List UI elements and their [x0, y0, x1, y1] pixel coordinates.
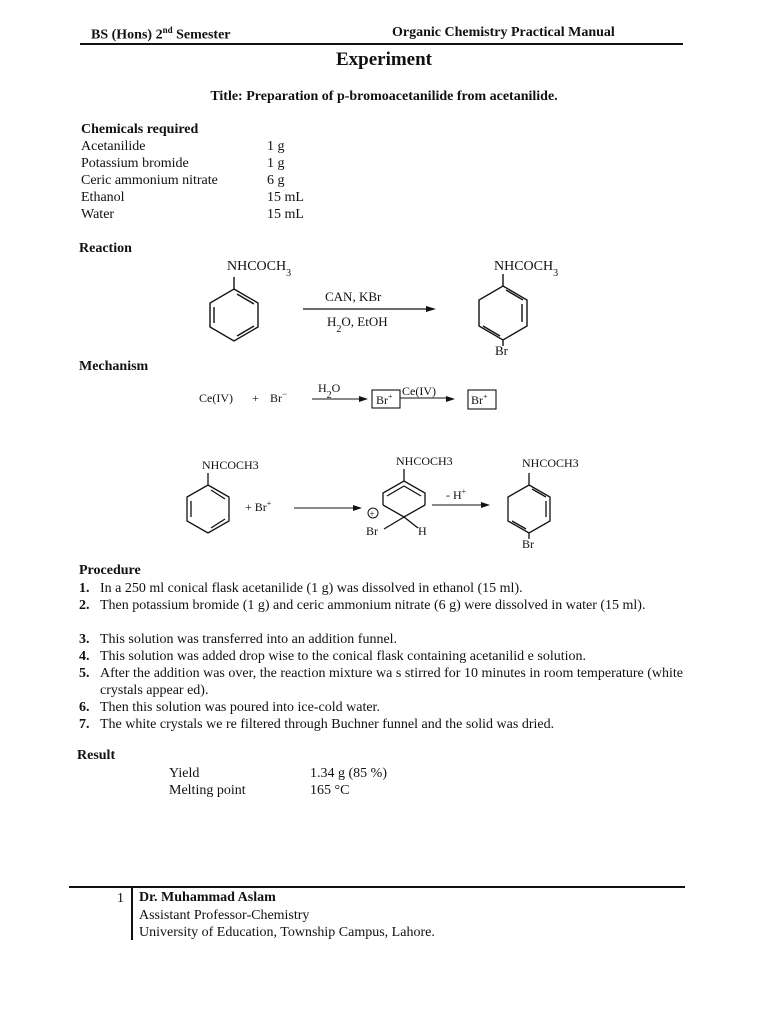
- chemical-qty: 15 mL: [267, 190, 304, 205]
- step-number: 7.: [79, 717, 90, 732]
- benzene-ring-mech-1: [187, 473, 229, 533]
- step-number: 2.: [79, 598, 90, 613]
- ce4-label: Ce(IV): [199, 391, 233, 405]
- benzene-ring-mech-3: [508, 473, 550, 539]
- mechanism-equation-2: [0, 445, 768, 555]
- step-text: After the addition was over, the reaction mixture wa s stirred for 10 minutes in room temperature (white crystals appear ed).: [100, 666, 683, 698]
- water-label: $H_2O$: [318, 381, 341, 401]
- eq2-minus-h: - H+: [446, 487, 467, 502]
- experiment-heading: Experiment: [335, 49, 433, 70]
- sigma-complex-ring: [383, 469, 425, 529]
- chemicals-heading: Chemicals required: [81, 122, 199, 137]
- mechanism-equation-1: [0, 375, 768, 425]
- eq2-plus-br: + Br+: [245, 499, 272, 514]
- reagent-below: $H_2O$, EtOH: [327, 314, 388, 335]
- result-value: 165 °C: [310, 783, 350, 798]
- result-value: 1.34 g (85 %): [310, 766, 387, 781]
- reagent-above: CAN, KBr: [325, 289, 382, 304]
- plus-charge-symbol: +: [369, 509, 375, 519]
- step-number: 6.: [79, 700, 90, 715]
- eq2-group1: NHCOCH3: [202, 458, 259, 472]
- step-text: In a 250 ml conical flask acetanilide (1 g) was dissolved in ethanol (15 ml).: [100, 581, 523, 596]
- product-group-label: $NHCOCH_3$: [494, 259, 559, 279]
- complex-ce-label: Ce(IV): [402, 384, 436, 398]
- step-text: The white crystals we re filtered through Buchner funnel and the solid was dried.: [100, 717, 555, 732]
- step-number: 1.: [79, 581, 90, 596]
- step-text: This solution was added drop wise to the conical flask containing acetanilid e solution.: [100, 649, 587, 664]
- chemical-name: Ceric ammonium nitrate: [81, 173, 218, 188]
- chemical-name: Potassium bromide: [81, 156, 189, 171]
- footer-vertical-rule: [131, 888, 133, 940]
- eq2-group3: NHCOCH3: [522, 456, 579, 470]
- author-affiliation: University of Education, Township Campus, Lahore.: [139, 925, 435, 940]
- eq2-sigma-h: H: [418, 524, 427, 538]
- procedure-heading: Procedure: [79, 563, 141, 578]
- reaction-scheme: [0, 250, 768, 362]
- result-label: Melting point: [169, 783, 246, 798]
- footer-rule: [69, 886, 685, 888]
- eq2-group2: NHCOCH3: [396, 454, 453, 468]
- procedure-step: [79, 597, 683, 614]
- procedure-step: [79, 648, 683, 665]
- header-rule: [80, 43, 683, 45]
- procedure-step: [79, 716, 683, 733]
- complex-br-label: Br+: [376, 392, 393, 407]
- procedure-step: [79, 699, 683, 716]
- author-position: Assistant Professor-Chemistry: [139, 908, 310, 923]
- step-text: Then potassium bromide (1 g) and ceric ammonium nitrate (6 g) were dissolved in water (15 ml).: [100, 598, 646, 613]
- step-text: Then this solution was poured into ice-cold water.: [100, 700, 380, 715]
- chemical-qty: 15 mL: [267, 207, 304, 222]
- reaction-heading: Reaction: [79, 241, 132, 256]
- chemical-name: Water: [81, 207, 115, 222]
- result-heading: Result: [77, 748, 116, 763]
- step-text: This solution was transferred into an addition funnel.: [100, 632, 398, 647]
- header-right: Organic Chemistry Practical Manual: [392, 25, 615, 40]
- procedure-step: [79, 580, 683, 597]
- benzene-ring-product: [479, 274, 527, 346]
- chemical-qty: 1 g: [267, 139, 285, 154]
- step-number: 3.: [79, 632, 90, 647]
- bromonium-label: Br+: [471, 392, 488, 407]
- procedure-step: [79, 665, 683, 699]
- step-number: 4.: [79, 649, 90, 664]
- chemical-qty: 1 g: [267, 156, 285, 171]
- product-substituent: Br: [495, 343, 508, 358]
- experiment-title: Title: Preparation of p-bromoacetanilide from acetanilide.: [210, 89, 558, 104]
- procedure-step: [79, 631, 683, 648]
- author-name: Dr. Muhammad Aslam: [139, 890, 276, 905]
- chemical-name: Acetanilide: [81, 139, 146, 154]
- eq2-sigma-br: Br: [366, 524, 378, 538]
- chemical-qty: 6 g: [267, 173, 285, 188]
- eq2-product-br: Br: [522, 537, 534, 551]
- step-number: 5.: [79, 666, 90, 681]
- chemical-name: Ethanol: [81, 190, 125, 205]
- result-label: Yield: [169, 766, 200, 781]
- benzene-ring-reactant: [210, 277, 258, 341]
- reactant-group-label: $NHCOCH_3$: [227, 259, 292, 279]
- page-number: 1: [117, 891, 124, 906]
- header-left: BS (Hons) 2nd Semester: [91, 25, 231, 43]
- plus-sign: +: [252, 391, 259, 405]
- mechanism-heading: Mechanism: [79, 359, 149, 374]
- bromide-label: Br−: [270, 389, 288, 405]
